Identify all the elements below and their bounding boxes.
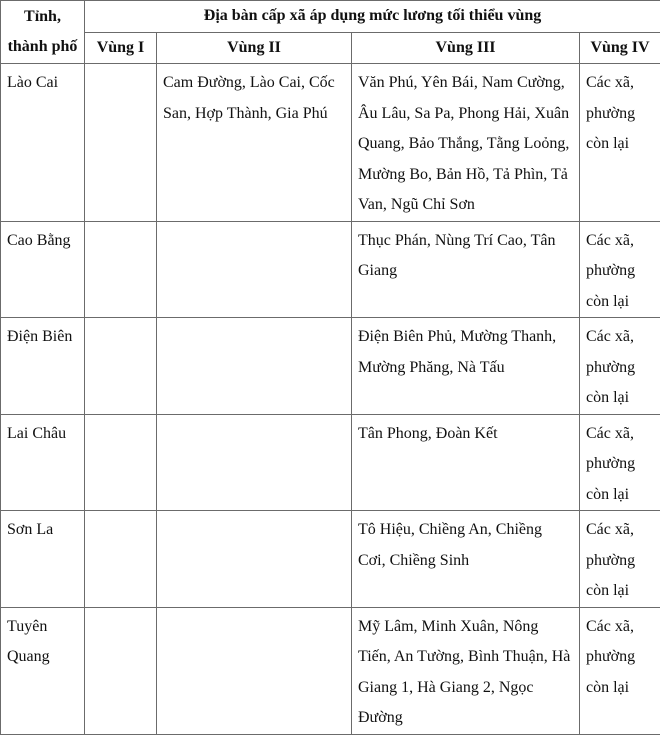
zone-3-cell [352, 221, 580, 318]
province-name: Tuyên Quang [7, 612, 78, 673]
zone-4-cell [580, 511, 660, 608]
header-zone-4 [580, 32, 660, 64]
zone-1-cell [85, 64, 157, 222]
zone-4-cell [580, 607, 660, 734]
zone-1-cell [85, 414, 157, 511]
table-row [1, 64, 660, 222]
zone-1-cell [85, 318, 157, 415]
zone-4-value: Các xã, phường còn lại [586, 68, 654, 160]
header-zone-3-label: Vùng III [435, 39, 495, 56]
zone-3-value: Mỹ Lâm, Minh Xuân, Nông Tiến, An Tường, Bình Thuận, Hà Giang 1, Hà Giang 2, Ngọc Đường [358, 612, 573, 734]
zone-3-cell [352, 607, 580, 734]
header-zone-3 [352, 32, 580, 64]
header-zone-2-label: Vùng II [227, 39, 281, 56]
table-row [1, 607, 660, 734]
province-name: Điện Biên [7, 322, 78, 353]
province-name: Sơn La [7, 515, 78, 546]
zone-1-cell [85, 607, 157, 734]
header-zone-1 [85, 32, 157, 64]
zone-3-value: Thục Phán, Nùng Trí Cao, Tân Giang [358, 226, 573, 287]
zone-2-cell [157, 511, 352, 608]
zone-2-cell [157, 221, 352, 318]
zone-4-cell [580, 318, 660, 415]
zone-2-cell [157, 414, 352, 511]
province-name: Lào Cai [7, 68, 78, 99]
province-cell [1, 607, 85, 734]
header-province-label: Tỉnh, thành phố [8, 8, 78, 56]
zone-4-cell [580, 414, 660, 511]
zone-4-value: Các xã, phường còn lại [586, 419, 654, 511]
header-group-label: Địa bàn cấp xã áp dụng mức lương tối thiểu vùng [204, 7, 541, 24]
zone-4-value: Các xã, phường còn lại [586, 612, 654, 704]
province-cell [1, 221, 85, 318]
zone-3-cell [352, 64, 580, 222]
zone-1-cell [85, 221, 157, 318]
zone-2-cell [157, 64, 352, 222]
header-zone-2 [157, 32, 352, 64]
header-zone-4-label: Vùng IV [590, 39, 649, 56]
zone-1-cell [85, 511, 157, 608]
province-cell [1, 511, 85, 608]
zone-3-value: Điện Biên Phủ, Mường Thanh, Mường Phăng, Nà Tấu [358, 322, 573, 383]
zone-4-value: Các xã, phường còn lại [586, 226, 654, 318]
zone-2-cell [157, 607, 352, 734]
province-cell [1, 64, 85, 222]
zone-2-value: Cam Đường, Lào Cai, Cốc San, Hợp Thành, Gia Phú [163, 68, 345, 129]
table-row [1, 414, 660, 511]
header-province [1, 1, 85, 64]
table-row [1, 511, 660, 608]
table-row [1, 318, 660, 415]
zone-4-value: Các xã, phường còn lại [586, 322, 654, 414]
province-cell [1, 414, 85, 511]
zone-3-value: Tô Hiệu, Chiềng An, Chiềng Cơi, Chiềng Sinh [358, 515, 573, 576]
zone-4-cell [580, 221, 660, 318]
zone-3-value: Văn Phú, Yên Bái, Nam Cường, Âu Lâu, Sa Pa, Phong Hải, Xuân Quang, Bảo Thắng, Tằng Loỏng, Mường Bo, Bản Hồ, Tả Phìn, Tả Van, Ngũ Chỉ Sơn [358, 68, 573, 221]
province-name: Lai Châu [7, 419, 78, 450]
header-group [85, 1, 660, 33]
header-zone-1-label: Vùng I [97, 39, 145, 56]
zone-4-cell [580, 64, 660, 222]
province-cell [1, 318, 85, 415]
zone-3-cell [352, 414, 580, 511]
table-row [1, 221, 660, 318]
zone-3-value: Tân Phong, Đoàn Kết [358, 419, 573, 450]
zone-3-cell [352, 511, 580, 608]
zone-4-value: Các xã, phường còn lại [586, 515, 654, 607]
zone-2-cell [157, 318, 352, 415]
zone-3-cell [352, 318, 580, 415]
province-name: Cao Bằng [7, 226, 78, 257]
